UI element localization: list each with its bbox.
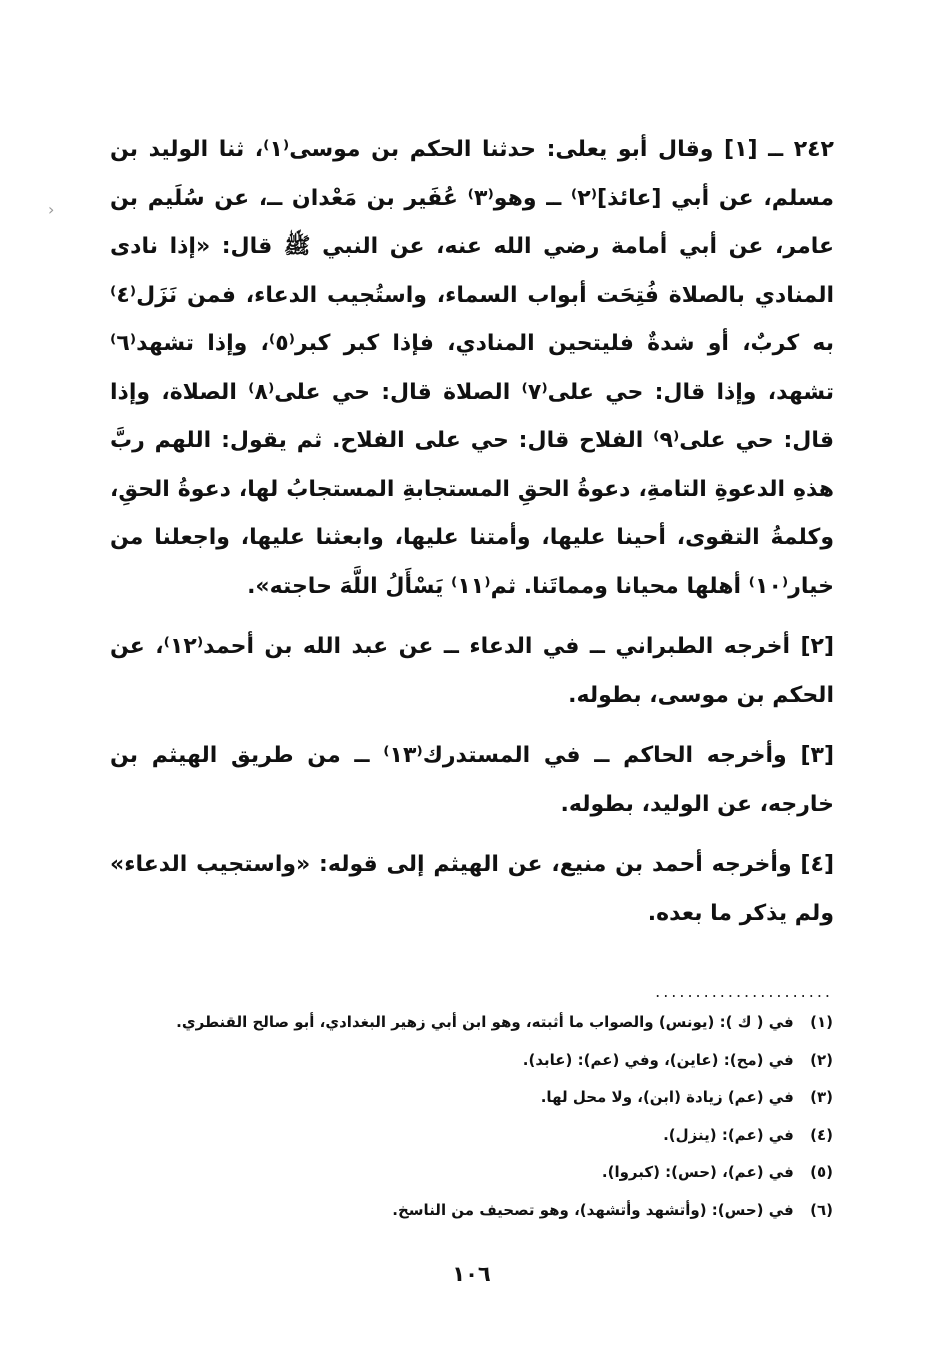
- footnote-1: [109, 1004, 833, 1042]
- footnote-text: في (عم)، (حس): (كبروا).: [601, 1163, 794, 1181]
- hadith-paragraph: ٢٤٢ ــ [١] وقال أبو يعلى: حدثنا الحكم بن موسى⁽١⁾، ثنا الوليد بن مسلم، عن أبي [عائذ]⁽٢⁾ ــ وهو⁽٣⁾ عُفَير بن مَعْدان ــ، عن سُلَيم بن عامر، عن أبي أمامة رضي الله عنه، عن النبي ﷺ قال: «إذا نادى المنادي بالصلاة فُتِحَت أبواب السماء، واستُجيب الدعاء، فمن نَزَل⁽٤⁾ به كربٌ، أو شدةٌ فليتحين المنادي، فإذا كبر كبر⁽٥⁾، وإذا تشهد⁽٦⁾ تشهد، وإذا قال: حي على⁽٧⁾ الصلاة قال: حي على⁽٨⁾ الصلاة، وإذا قال: حي على⁽٩⁾ الفلاح قال: حي على الفلاح. ثم يقول: اللهم ربَّ هذهِ الدعوةِ التامةِ، دعوةُ الحقِ المستجابةِ المستجابُ لها، دعوةُ الحقِ، وكلمةُ التقوى، أحينا عليها، وأمتنا عليها، وابعثنا عليها، واجعلنا من خيار⁽١٠⁾ أهلها محيانا ومماتَنا. ثم⁽١١⁾ يَسْأَلُ اللَّهَ حاجته».: [110, 137, 835, 599]
- footnote-4: [109, 1117, 833, 1155]
- footnotes: [109, 1004, 833, 1229]
- takhrij-paragraph-2: [٢] أخرجه الطبراني ــ في الدعاء ــ عن عبد الله بن أحمد⁽١٢⁾، عن الحكم بن موسى، بطوله.: [110, 634, 834, 708]
- footnote-separator: ......................: [655, 982, 833, 1001]
- margin-mark: ›: [48, 200, 55, 219]
- footnote-6: [109, 1192, 833, 1230]
- takhrij-paragraph-3: [٣] وأخرجه الحاكم ــ في المستدرك⁽١٣⁾ ــ من طريق الهيثم بن خارجه، عن الوليد، بطوله.: [110, 743, 834, 817]
- footnote-2: [109, 1042, 833, 1080]
- footnote-number: (٣): [810, 1088, 833, 1106]
- footnote-number: (٢): [810, 1050, 833, 1069]
- footnote-text: في (عم) زيادة (ابن)، ولا محل لها.: [540, 1088, 794, 1106]
- page-number: ١٠٦: [452, 1262, 491, 1286]
- footnote-text: في (حس): (وأتشهد وأتشهد)، وهو تصحيف من الناسخ.: [392, 1200, 794, 1219]
- footnote-3: [109, 1079, 833, 1117]
- footnote-text: في (عم): (ينزل).: [663, 1125, 794, 1144]
- footnote-text: في (مح): (عاين)، وفي (عم): (عابد).: [522, 1050, 794, 1069]
- footnote-number: (١): [810, 1013, 833, 1031]
- footnote-number: (٥): [810, 1163, 833, 1181]
- footnote-number: (٦): [810, 1200, 833, 1219]
- main-text: [110, 126, 834, 938]
- footnote-text: في ( ك ): (يونس) والصواب ما أثبته، وهو ابن أبي زهير البغدادي، أبو صالح القنطري.: [176, 1013, 794, 1031]
- footnote-5: [109, 1154, 833, 1192]
- takhrij-paragraph-4: [٤] وأخرجه أحمد بن منيع، عن الهيثم إلى قوله: «واستجيب الدعاء» ولم يذكر ما بعده.: [110, 852, 834, 926]
- footnote-number: (٤): [810, 1125, 833, 1144]
